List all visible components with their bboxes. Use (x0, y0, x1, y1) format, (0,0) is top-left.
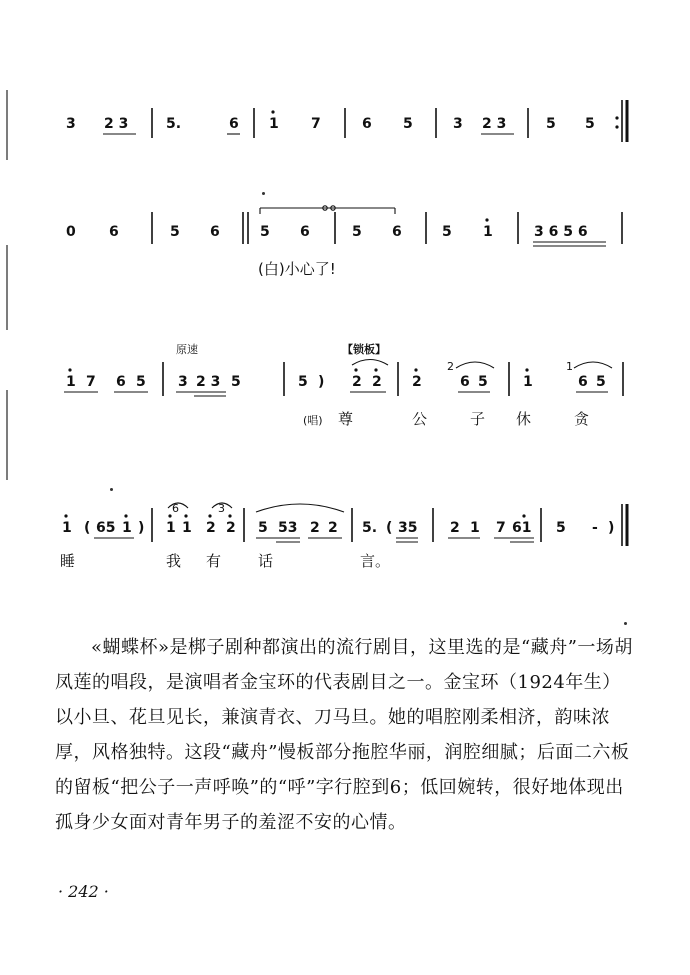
note: ( (386, 520, 393, 536)
note: ( (84, 520, 91, 536)
note: 6 (116, 374, 126, 390)
note: 6 (392, 224, 402, 240)
note: 1 (182, 520, 192, 536)
note: 2 3 (104, 116, 129, 132)
note: 1 (166, 520, 176, 536)
note: 2 (226, 520, 236, 536)
score-row-2 (66, 206, 622, 278)
note: 1 (62, 520, 72, 536)
spoken-line: (白)小心了! (258, 260, 336, 278)
page-number: · 242 · (58, 882, 109, 901)
score-row-4 (60, 502, 627, 570)
note: 3 (178, 374, 188, 390)
score-row-3 (64, 342, 623, 428)
lyric: 我 (166, 552, 182, 570)
grace-note: 2 (447, 360, 454, 373)
note: 6 (578, 374, 588, 390)
note: 6 (109, 224, 119, 240)
note: 5 (260, 224, 270, 240)
note: 1 (523, 374, 533, 390)
note: 5 (258, 520, 268, 536)
note: 5 (352, 224, 362, 240)
note: 65 (96, 520, 116, 536)
lyric: 尊 (338, 410, 354, 428)
note: 3 (453, 116, 463, 132)
tempo-mark: 原速 (176, 343, 198, 356)
note: 1 (269, 116, 279, 132)
grace-note: 6 (172, 502, 179, 515)
note: 2 3 (482, 116, 507, 132)
note: ) (608, 520, 615, 536)
note: - (592, 520, 598, 536)
note: 5 (546, 116, 556, 132)
note: 2 (352, 374, 362, 390)
singer-mark: (唱) (303, 414, 323, 427)
scan-speck (624, 622, 627, 625)
lyric: 有 (206, 552, 222, 570)
note: 0 (66, 224, 76, 240)
note: 6 (300, 224, 310, 240)
lyric: 睡 (60, 552, 76, 570)
grace-note: 1 (566, 360, 573, 373)
scan-speck (110, 488, 113, 491)
lyric: 子 (470, 410, 486, 428)
note: 35 (398, 520, 418, 536)
lyric: 话 (258, 552, 274, 570)
note: 5. (362, 520, 378, 536)
note: ) (318, 374, 325, 390)
note: 7 (311, 116, 321, 132)
note: 2 (372, 374, 382, 390)
lyric: 言。 (360, 552, 391, 570)
section-mark: 【锁板】 (342, 343, 386, 356)
note: 6 (210, 224, 220, 240)
note: 2 (412, 374, 422, 390)
note: 1 (483, 224, 493, 240)
note: 5 (556, 520, 566, 536)
note: 5. (166, 116, 182, 132)
note: 1 (470, 520, 480, 536)
note: 6 (229, 116, 239, 132)
note: 6 (362, 116, 372, 132)
note: 2 3 (196, 374, 221, 390)
note: 1 (122, 520, 132, 536)
lyric: 公 (412, 410, 428, 428)
score-row-1 (66, 100, 627, 142)
note: 5 (231, 374, 241, 390)
note: 7 (496, 520, 506, 536)
note: 5 (298, 374, 308, 390)
scan-speck (262, 192, 265, 195)
note: 1 (66, 374, 76, 390)
note: 5 (478, 374, 488, 390)
commentary-paragraph: «蝴蝶杯»是梆子剧种都演出的流行剧目，这里选的是“藏舟”一场胡凤莲的唱段，是演唱者金宝环的代表剧目之一。金宝环（1924年生）以小旦、花旦见长，兼演青衣、刀马旦。她的唱腔刚柔相济，韵味浓厚，风格独特。这段“藏舟”慢板部分拖腔华丽，润腔细腻；后面二六板的留板“把公子一声呼唤”的“呼”字行腔到6；低回婉转，很好地体现出孤身少女面对青年男子的羞涩不安的心情。 (55, 637, 633, 833)
note: 6 (460, 374, 470, 390)
note: 3 6 5 6 (534, 224, 588, 240)
note: 7 (86, 374, 96, 390)
grace-note: 3 (218, 502, 225, 515)
note: 5 (136, 374, 146, 390)
note: 53 (278, 520, 298, 536)
note: 5 (596, 374, 606, 390)
note: 61 (512, 520, 532, 536)
note: 2 (450, 520, 460, 536)
note: 2 (310, 520, 320, 536)
lyric: 贪 (574, 410, 590, 428)
note: 2 (328, 520, 338, 536)
note: 5 (170, 224, 180, 240)
note: 5 (442, 224, 452, 240)
note: 3 (66, 116, 76, 132)
lyric: 休 (516, 410, 532, 428)
note: 5 (403, 116, 413, 132)
note: 2 (206, 520, 216, 536)
note: ) (138, 520, 145, 536)
note: 5 (585, 116, 595, 132)
